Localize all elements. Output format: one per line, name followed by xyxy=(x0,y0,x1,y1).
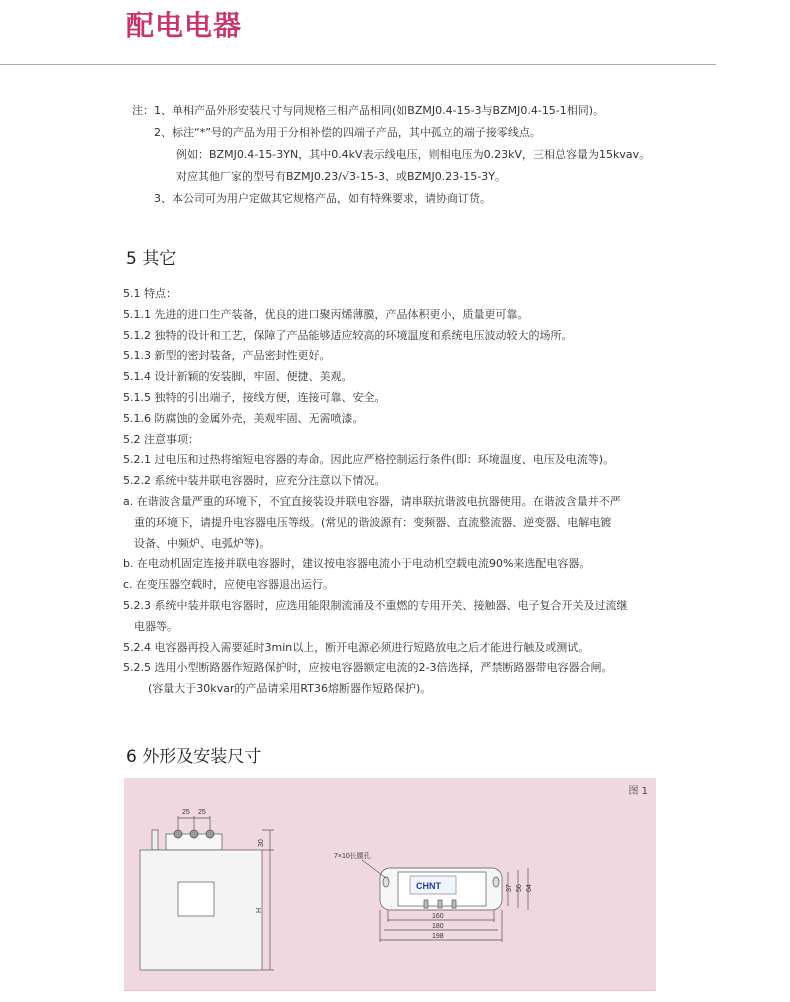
dim-160: 160 xyxy=(432,913,444,920)
dim-25-a: 25 xyxy=(182,809,190,816)
dim-198: 198 xyxy=(432,933,444,940)
slot-label: 7×10长腰孔 xyxy=(334,853,371,860)
figure-label: 图 1 xyxy=(628,786,648,797)
page-title: 配电电器 xyxy=(126,9,243,42)
dim-37: 37 xyxy=(506,884,513,892)
dim-30: 30 xyxy=(258,839,265,847)
note-2: 2、标注“*”号的产品为用于分相补偿的四端子产品，其中孤立的端子接零线点。 xyxy=(154,126,541,139)
front-view xyxy=(140,816,274,970)
body-line: a. 在谐波含量严重的环境下，不宜直接装设并联电容器，请串联抗谐波电抗器使用。在谐波含量并不严 xyxy=(123,494,621,508)
body-line: 重的环境下，请提升电容器电压等级。(常见的谐波源有：变频器、直流整流器、逆变器、电解电镀 xyxy=(134,515,612,529)
body-line: 设备、中频炉、电弧炉等)。 xyxy=(134,536,271,550)
body-line: 5.1.1 先进的进口生产装备，优良的进口聚丙烯薄膜，产品体积更小，质量更可靠。 xyxy=(123,307,529,321)
top-view xyxy=(362,860,528,942)
body-line: 5.2 注意事项： xyxy=(123,432,199,446)
note-1: 注：1、单相产品外形安装尺寸与同规格三相产品相同(如BZMJ0.4-15-3与BZMJ0.4-15-1相同)。 xyxy=(132,104,605,117)
figure-1 xyxy=(124,778,656,991)
capacitor-drawing xyxy=(124,778,656,990)
body-line: 5.2.5 选用小型断路器作短路保护时，应按电容器额定电流的2-3倍选择，严禁断路器带电容器合闸。 xyxy=(123,661,613,675)
body-line: 5.2.1 过电压和过热将缩短电容器的寿命。因此应严格控制运行条件(即：环境温度、电压及电流等)。 xyxy=(123,453,615,467)
dim-64: 64 xyxy=(526,884,533,892)
body-line: 5.2.4 电容器再投入需要延时3min以上，断开电源必须进行短路放电之后才能进行触及或测试。 xyxy=(123,640,590,654)
body-line: 5.1.6 防腐蚀的金属外壳，美观牢固、无需喷漆。 xyxy=(123,411,364,425)
section-5-title: 5 其它 xyxy=(126,249,177,269)
note-2-equivalents: 对应其他厂家的型号有BZMJ0.23/√3-15-3、或BZMJ0.23-15-3Y。 xyxy=(176,170,506,183)
body-line: 电器等。 xyxy=(134,619,178,633)
section-5-body xyxy=(123,284,683,700)
dim-25-b: 25 xyxy=(198,809,206,816)
body-line: 5.1.2 独特的设计和工艺，保障了产品能够适应较高的环境温度和系统电压波动较大的场所。 xyxy=(123,328,573,342)
dim-180: 180 xyxy=(432,923,444,930)
note-3: 3、本公司可为用户定做其它规格产品，如有特殊要求，请协商订货。 xyxy=(154,192,491,205)
body-line: 5.1 特点： xyxy=(123,287,177,300)
dim-H: H xyxy=(256,907,263,913)
notes-block xyxy=(132,100,650,210)
chnt-logo: CHNT xyxy=(416,881,441,891)
body-line: 5.1.4 设计新颖的安装脚，牢固、便捷、美观。 xyxy=(123,370,353,384)
body-line: 5.2.3 系统中装并联电容器时，应选用能限制流涌及不重燃的专用开关、接触器、电子复合开关及过流继 xyxy=(123,598,628,612)
section-6-title: 6 外形及安装尺寸 xyxy=(126,747,262,767)
body-line: 5.1.3 新型的密封装备，产品密封性更好。 xyxy=(123,349,331,363)
body-line: 5.2.2 系统中装并联电容器时，应充分注意以下情况。 xyxy=(123,474,386,488)
body-line: b. 在电动机固定连接并联电容器时，建议按电容器电流小于电动机空载电流90%来选配电容器。 xyxy=(123,557,591,571)
header-divider xyxy=(0,64,716,65)
body-line: c. 在变压器空载时，应使电容器退出运行。 xyxy=(123,578,335,592)
body-line: 5.1.5 独特的引出端子，接线方便，连接可靠、安全。 xyxy=(123,390,386,404)
note-2-example: 例如：BZMJ0.4-15-3YN，其中0.4kV表示线电压，则相电压为0.23kV，三相总容量为15kvav。 xyxy=(176,148,651,161)
dim-56: 56 xyxy=(516,884,523,892)
body-line: (容量大于30kvar的产品请采用RT36熔断器作短路保护)。 xyxy=(148,682,432,696)
